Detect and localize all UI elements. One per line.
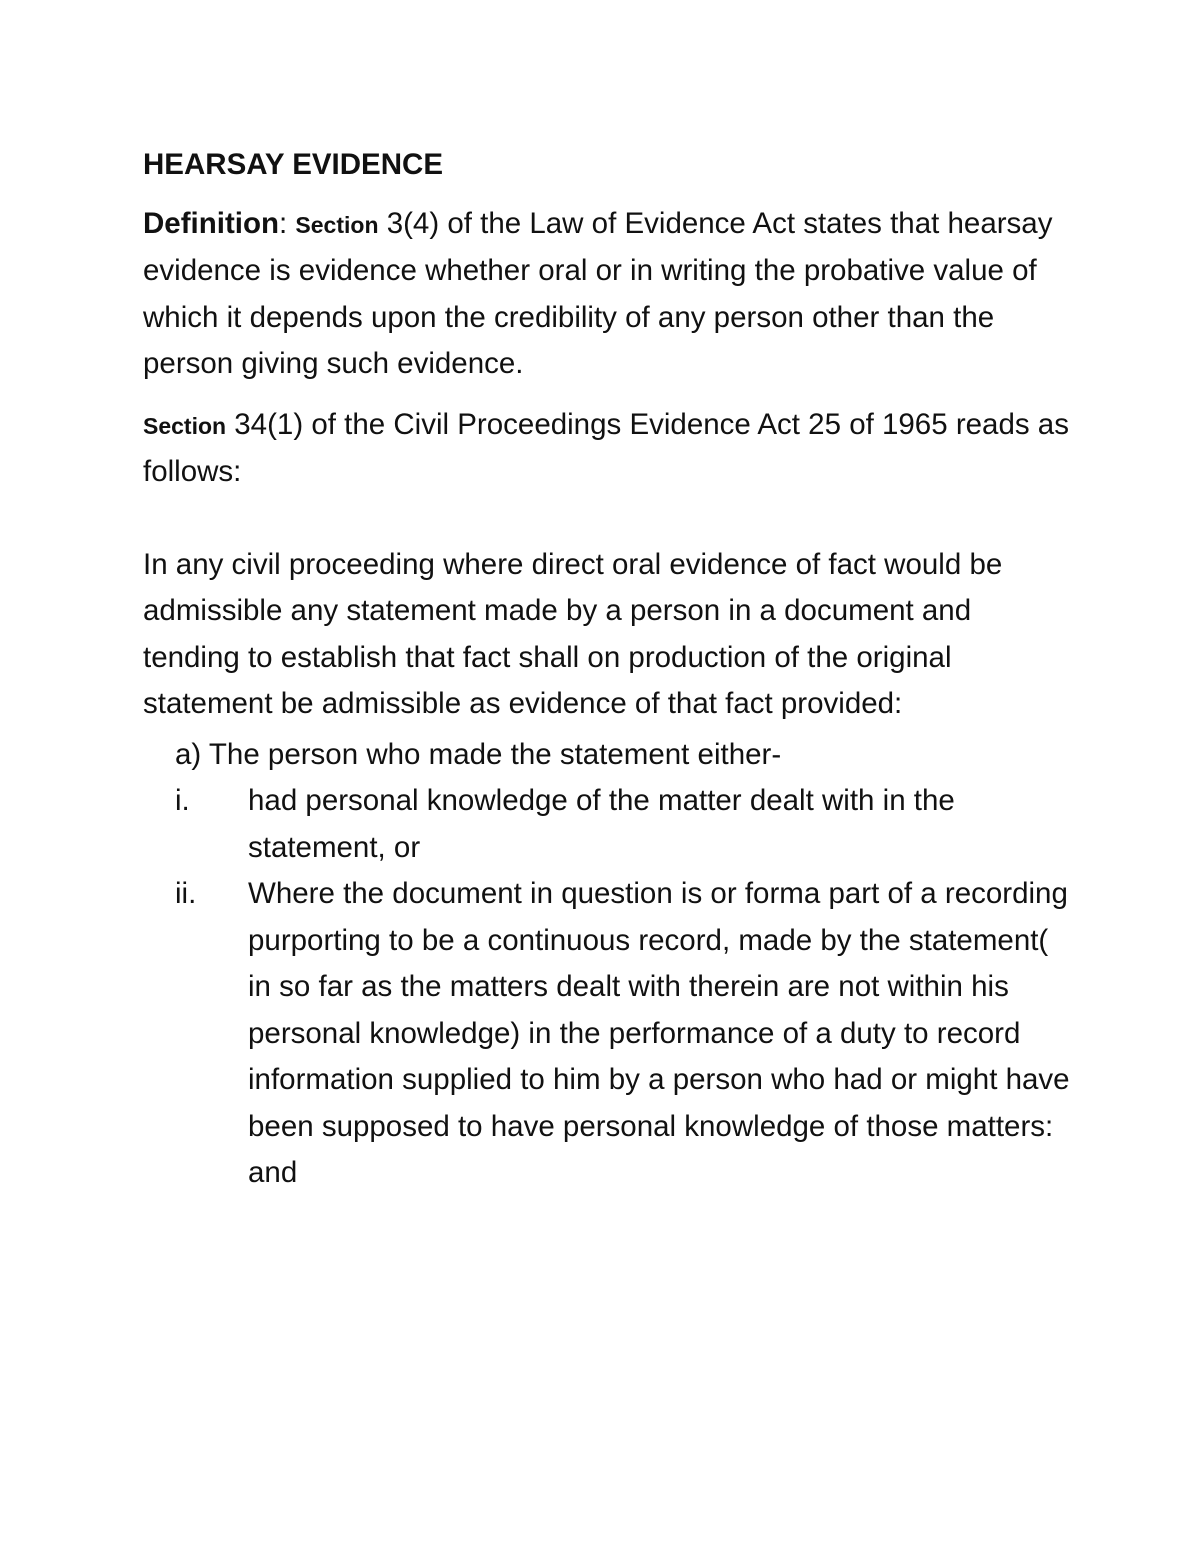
section34-paragraph [143,402,1073,496]
roman-item-text-ii: Where the document in question is or forma part of a recording purporting to be a continuous record, made by the statement( in so far as the matters dealt with therein are not within his personal knowledge) in the performance of a duty to record information supplied to him by a person who had or might have been supposed to have personal knowledge of those matters: and [248,877,1070,1189]
definition-colon: : [279,206,296,240]
subclause-a: a) The person who made the statement either- [175,737,782,771]
definition-label: Definition [143,206,280,240]
document-body [143,142,1073,1197]
roman-item-text-i: had personal knowledge of the matter dealt with in the statement, or [248,784,955,864]
section34-text: 34(1) of the Civil Proceedings Evidence Act 25 of 1965 reads as follows: [143,407,1069,488]
roman-list-item-i [143,778,1073,871]
roman-list-item-ii [143,871,1073,1197]
definition-text: 3(4) of the Law of Evidence Act states that hearsay evidence is evidence whether oral or in writing the probative value of which it depends upon the credibility of any person other than the person giving such evidence. [143,206,1053,380]
quoted-provision-paragraph: In any civil proceeding where direct oral evidence of fact would be admissible any statement made by a person in a document and tending to establish that fact shall on production of the original statement be admissible as evidence of that fact provided: [143,547,1003,720]
roman-numeral-i: i. [175,784,190,817]
section34-section-word: Section [143,412,227,439]
roman-numeral-ii: ii. [175,877,197,910]
page-title: HEARSAY EVIDENCE [143,148,444,181]
definition-paragraph [143,201,1073,388]
definition-section-word: Section [295,211,379,238]
